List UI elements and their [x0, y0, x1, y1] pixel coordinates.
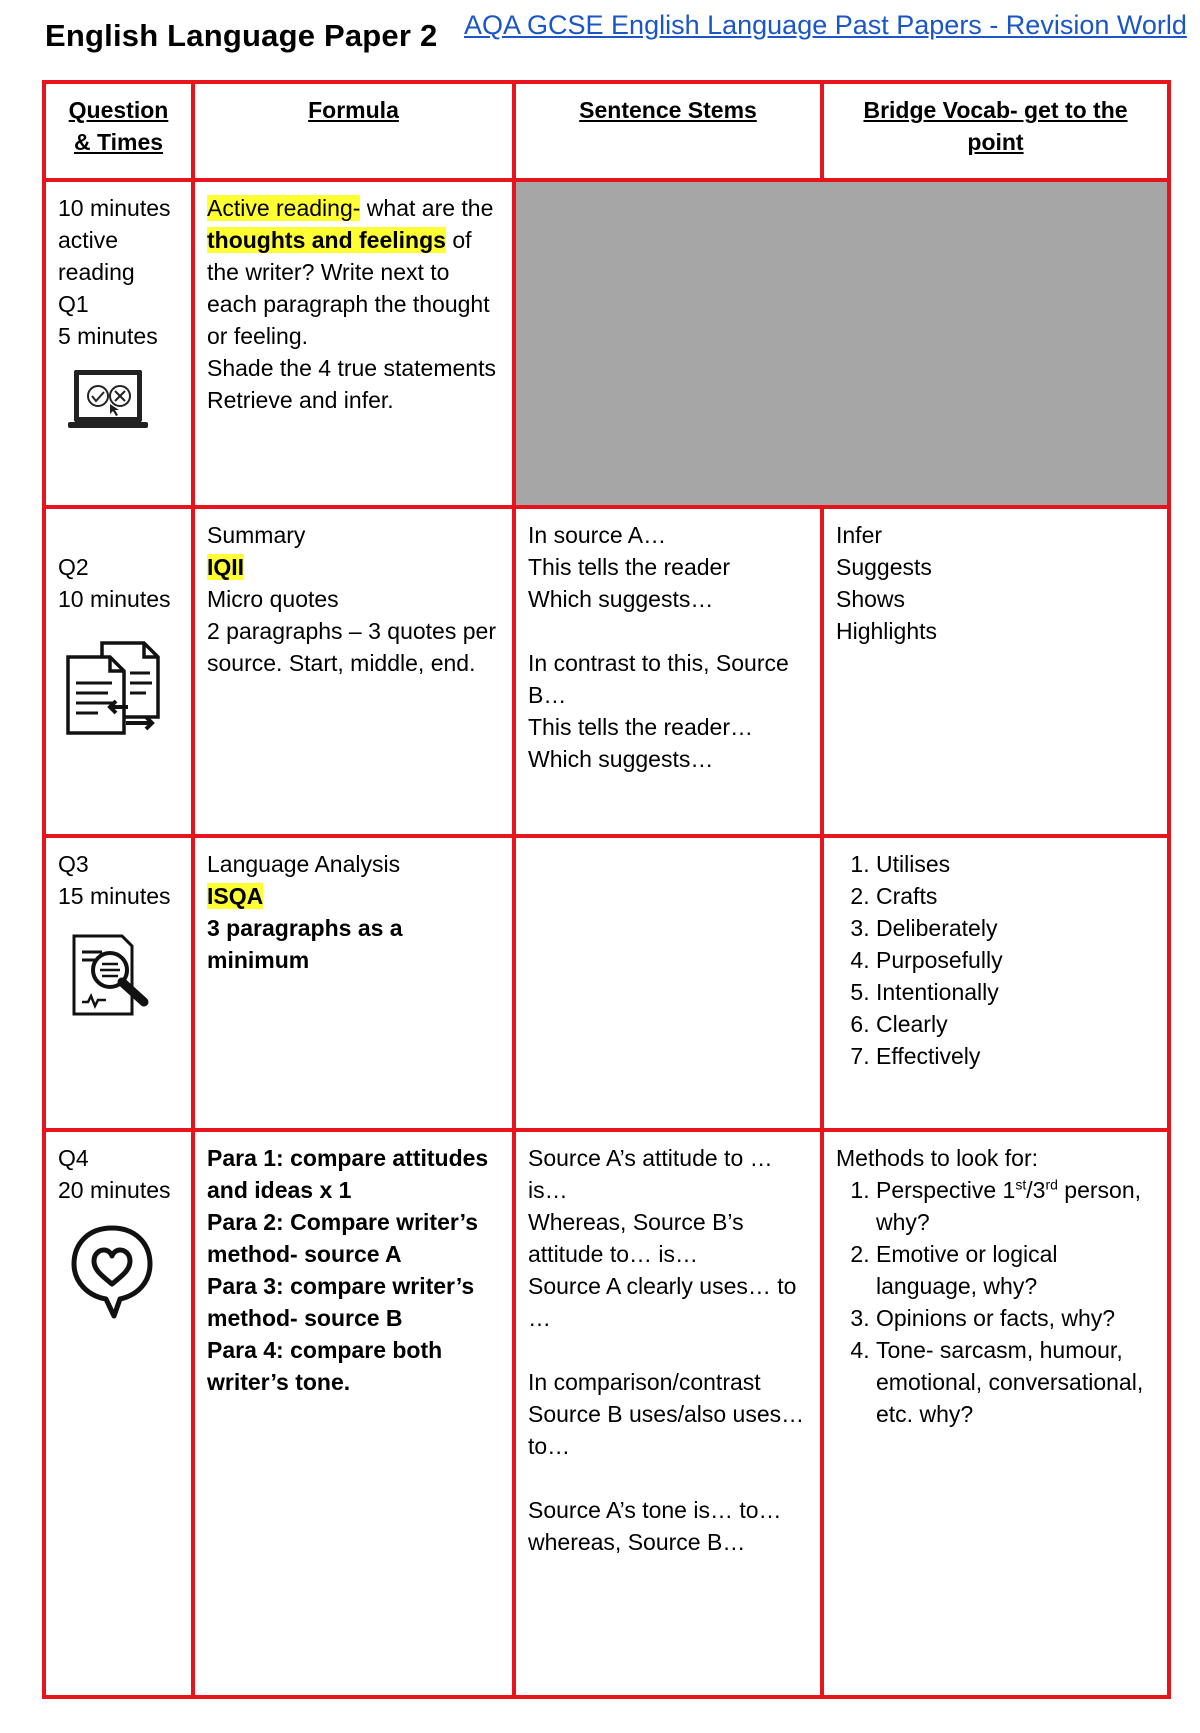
q3-vocab-item: 2. Crafts — [876, 880, 1155, 912]
active-reading-highlight: Active reading- — [207, 195, 361, 221]
q1-time-line: active — [58, 227, 119, 253]
q2-stems-cell — [514, 507, 822, 836]
spacer — [528, 1334, 808, 1366]
header-vocab — [822, 82, 1169, 180]
q4-vocab-item: 3. Opinions or facts, why? — [876, 1302, 1155, 1334]
q4-vocab-list — [836, 1174, 1155, 1430]
q2-vocab-cell — [822, 507, 1169, 836]
spacer — [58, 519, 179, 551]
q4-vocab-item-part: Perspective 1 — [876, 1177, 1016, 1203]
q2-stem-line: Which suggests… — [528, 746, 714, 772]
q4-formula-cell — [193, 1130, 514, 1697]
header-vocab-label: Bridge Vocab- get to the point — [863, 97, 1128, 155]
q1-time-line: 10 minutes — [58, 195, 171, 221]
q4-formula-line: Para 4: compare both writer’s tone. — [207, 1337, 443, 1395]
isqa-highlight: ISQA — [207, 883, 264, 909]
q1-time-line: reading — [58, 259, 135, 285]
q4-stems-cell — [514, 1130, 822, 1697]
q4-stem-line: Source A’s attitude to … is… — [528, 1145, 773, 1203]
header-question-line1: Question — [68, 97, 169, 123]
q1-formula-line: Retrieve and infer. — [207, 387, 394, 413]
q2-row — [44, 507, 1169, 836]
q3-formula-cell — [193, 836, 514, 1130]
q1-formula-text-part: what are the — [360, 195, 494, 221]
q3-vocab-cell — [822, 836, 1169, 1130]
q2-stem-line: This tells the reader… — [528, 714, 753, 740]
q4-vocab-item: 4. Tone- sarcasm, humour, emotional, conversational, etc. why? — [876, 1334, 1155, 1430]
header-question-line2: & Times — [73, 129, 164, 155]
q2-vocab-word: Shows — [836, 586, 906, 612]
q1-times-cell — [44, 180, 193, 507]
q1-time-line: 5 minutes — [58, 323, 158, 349]
q4-vocab-item-part: person, why? — [876, 1177, 1141, 1235]
q2-vocab-word: Infer — [836, 522, 883, 548]
q4-stem-line: Source A clearly uses… to … — [528, 1273, 797, 1331]
q3-times-cell — [44, 836, 193, 1130]
q4-time-line: Q4 — [58, 1145, 89, 1171]
q4-vocab-item-sup: rd — [1045, 1176, 1058, 1193]
q1-formula-cell — [193, 180, 514, 507]
spacer — [528, 615, 808, 647]
heart-speech-bubble-icon — [66, 1220, 158, 1320]
q3-vocab-item: 1. Utilises — [876, 848, 1155, 880]
q1-formula-text — [207, 195, 493, 349]
q3-vocab-item: 5. Intentionally — [876, 976, 1155, 1008]
q3-time-line: 15 minutes — [58, 883, 171, 909]
q2-formula-line: Micro quotes — [207, 586, 339, 612]
q1-time-line: Q1 — [58, 291, 89, 317]
q2-stem-line: Which suggests… — [528, 586, 714, 612]
q3-stems-cell — [514, 836, 822, 1130]
q2-times-cell — [44, 507, 193, 836]
revision-world-link[interactable]: AQA GCSE English Language Past Papers - Revision World — [464, 10, 1187, 40]
document-magnifier-icon — [66, 930, 156, 1020]
q1-formula-text-part: of the writer? Write next to each paragraph the thought or feeling. — [207, 227, 490, 349]
q2-formula-cell — [193, 507, 514, 836]
q3-formula-line: Language Analysis — [207, 851, 401, 877]
header-formula-label: Formula — [308, 97, 399, 123]
q4-vocab-item: 2. Emotive or logical language, why? — [876, 1238, 1155, 1302]
q4-formula-line: Para 3: compare writer’s method- source B — [207, 1273, 475, 1331]
q2-vocab-word: Suggests — [836, 554, 932, 580]
q4-stem-line: In comparison/contrast Source B uses/also uses… to… — [528, 1369, 805, 1459]
q3-formula-line: 3 paragraphs as a minimum — [207, 915, 403, 973]
q1-row — [44, 180, 1169, 507]
header-stems-label: Sentence Stems — [579, 97, 757, 123]
q3-vocab-item: 7. Effectively — [876, 1040, 1155, 1072]
q2-formula-line: 2 paragraphs – 3 quotes per source. Start, middle, end. — [207, 618, 496, 676]
q3-vocab-item: 6. Clearly — [876, 1008, 1155, 1040]
q4-vocab-item — [876, 1174, 1155, 1238]
q4-formula-line: Para 1: compare attitudes and ideas x 1 — [207, 1145, 489, 1203]
revision-table — [42, 80, 1171, 1699]
q3-time-line: Q3 — [58, 851, 89, 877]
q2-stem-line: This tells the reader — [528, 554, 730, 580]
q4-vocab-cell — [822, 1130, 1169, 1697]
q4-stem-line: Whereas, Source B’s attitude to… is… — [528, 1209, 744, 1267]
q4-formula-line: Para 2: Compare writer’s method- source A — [207, 1209, 479, 1267]
quiz-laptop-icon — [66, 366, 150, 434]
q3-vocab-item: 4. Purposefully — [876, 944, 1155, 976]
q4-times-cell — [44, 1130, 193, 1697]
q3-vocab-list — [836, 848, 1155, 1072]
header-formula — [193, 82, 514, 180]
page-title: English Language Paper 2 — [45, 18, 438, 53]
spacer — [528, 1462, 808, 1494]
q1-shaded-cell — [514, 180, 1169, 507]
q3-row — [44, 836, 1169, 1130]
header-row — [44, 82, 1169, 180]
q2-time-line: 10 minutes — [58, 586, 171, 612]
documents-compare-icon — [60, 637, 168, 737]
q2-formula-line: Summary — [207, 522, 306, 548]
q4-vocab-item-part: /3 — [1026, 1177, 1046, 1203]
iqii-highlight: IQII — [207, 554, 245, 580]
header-stems — [514, 82, 822, 180]
q4-vocab-item-sup: st — [1015, 1176, 1027, 1193]
q4-row — [44, 1130, 1169, 1697]
q2-stem-line: In source A… — [528, 522, 667, 548]
q4-stem-line: Source A’s tone is… to… whereas, Source B… — [528, 1497, 782, 1555]
thoughts-feelings-highlight: thoughts and feelings — [207, 227, 446, 253]
q4-vocab-heading: Methods to look for: — [836, 1145, 1038, 1171]
q3-vocab-item: 3. Deliberately — [876, 912, 1155, 944]
q2-time-line: Q2 — [58, 554, 89, 580]
q2-vocab-word: Highlights — [836, 618, 937, 644]
q2-stem-line: In contrast to this, Source B… — [528, 650, 789, 708]
q1-formula-line: Shade the 4 true statements — [207, 355, 496, 381]
q4-time-line: 20 minutes — [58, 1177, 171, 1203]
header-question — [44, 82, 193, 180]
